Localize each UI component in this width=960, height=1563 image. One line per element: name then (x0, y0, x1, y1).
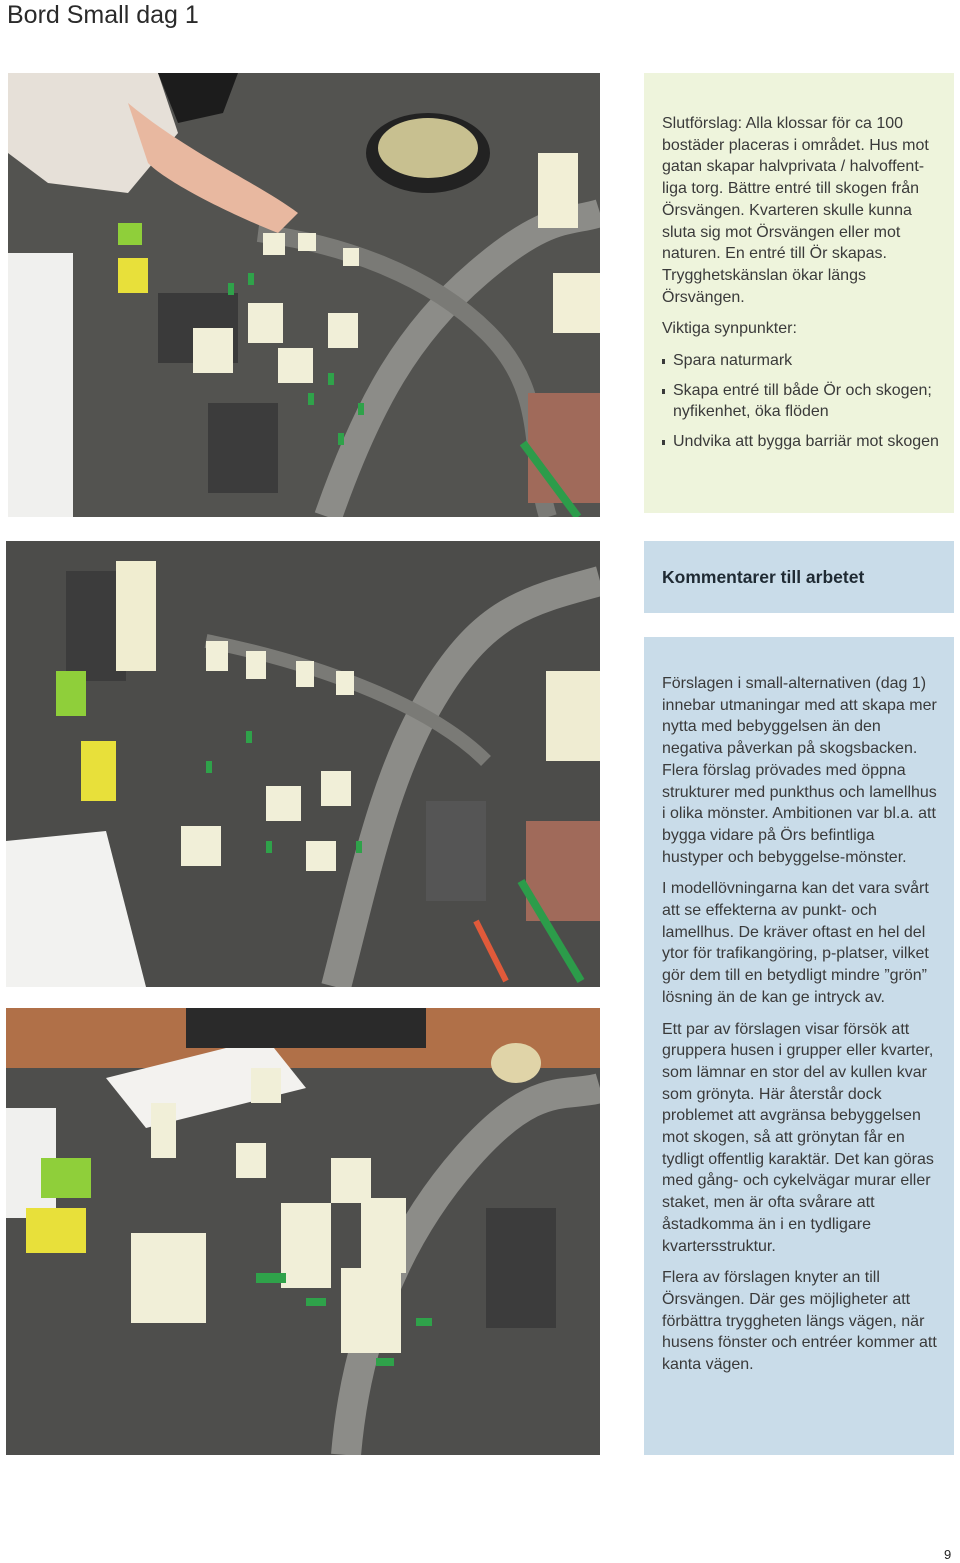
comments-paragraph: I modellövningarna kan det vara svårt att se effekterna av punkt- och lamellhus. De kräver oftast en hel del ytor för trafikangöring, p-platser, vilket gör dem till en betydligt mindre ”grön” lösning än de kan ge intryck av. (662, 880, 929, 1006)
page-title: Bord Small dag 1 (7, 1, 199, 29)
list-item: Skapa entré till både Ör och skogen; nyfikenhet, öka flöden (662, 380, 940, 423)
bullet-icon (662, 389, 665, 394)
summary-bullet-list (662, 350, 940, 453)
workshop-photo-2 (6, 541, 600, 987)
summary-subhead: Viktiga synpunkter: (662, 320, 797, 338)
bullet-icon (662, 440, 665, 445)
bullet-icon (662, 359, 665, 364)
list-item: Spara naturmark (662, 350, 940, 372)
list-item: Undvika att bygga barriär mot skogen (662, 431, 940, 453)
comments-panel (644, 637, 954, 1455)
summary-panel (644, 73, 954, 513)
summary-paragraph: Slutförslag: Alla klossar för ca 100 bostäder placeras i området. Hus mot gatan skapar halvprivata / halvoffent-liga torg. Bättre entré till skogen från Örsvängen. Kvarteren skulle kunna sluta sig mot Örsvängen eller mot naturen. En entré till Ör skapas. Trygghetskänslan ökar längs Örsvängen. (662, 115, 929, 306)
comments-heading-panel (644, 541, 954, 613)
workshop-photo-3 (6, 1008, 600, 1455)
page-number: 9 (944, 1547, 952, 1562)
comments-paragraph: Ett par av förslagen visar försök att gruppera husen i grupper eller kvarter, som lämnar en stor del av kullen kvar som grönyta. Här återstår dock problemet att avgränsa bebyggelsen mot skogen, så att grönytan får en tydligt offentlig karaktär. Det kan göras med gång- och cykelvägar murar eller staket, men är ofta svårare att åstadkomma än i en tydligare kvartersstruktur. (662, 1020, 934, 1255)
workshop-photo-1 (8, 73, 600, 517)
comments-heading: Kommentarer till arbetet (662, 567, 865, 587)
comments-paragraph: Förslagen i small-alternativen (dag 1) innebar utmaningar med att skapa mer nytta med bebyggelsen än den negativa påverkan på skogsbacken. Flera förslag prövades med öppna strukturer med punkthus och lamellhus i olika mönster. Ambitionen var bl.a. att bygga vidare på Örs befintliga hustyper och bebyggelse-mönster. (662, 675, 937, 866)
comments-paragraph: Flera av förslagen knyter an till Örsvängen. Där ges möjligheter att förbättra tryggheten längs vägen, när husens fönster och entréer kommer att kanta vägen. (662, 1269, 937, 1374)
